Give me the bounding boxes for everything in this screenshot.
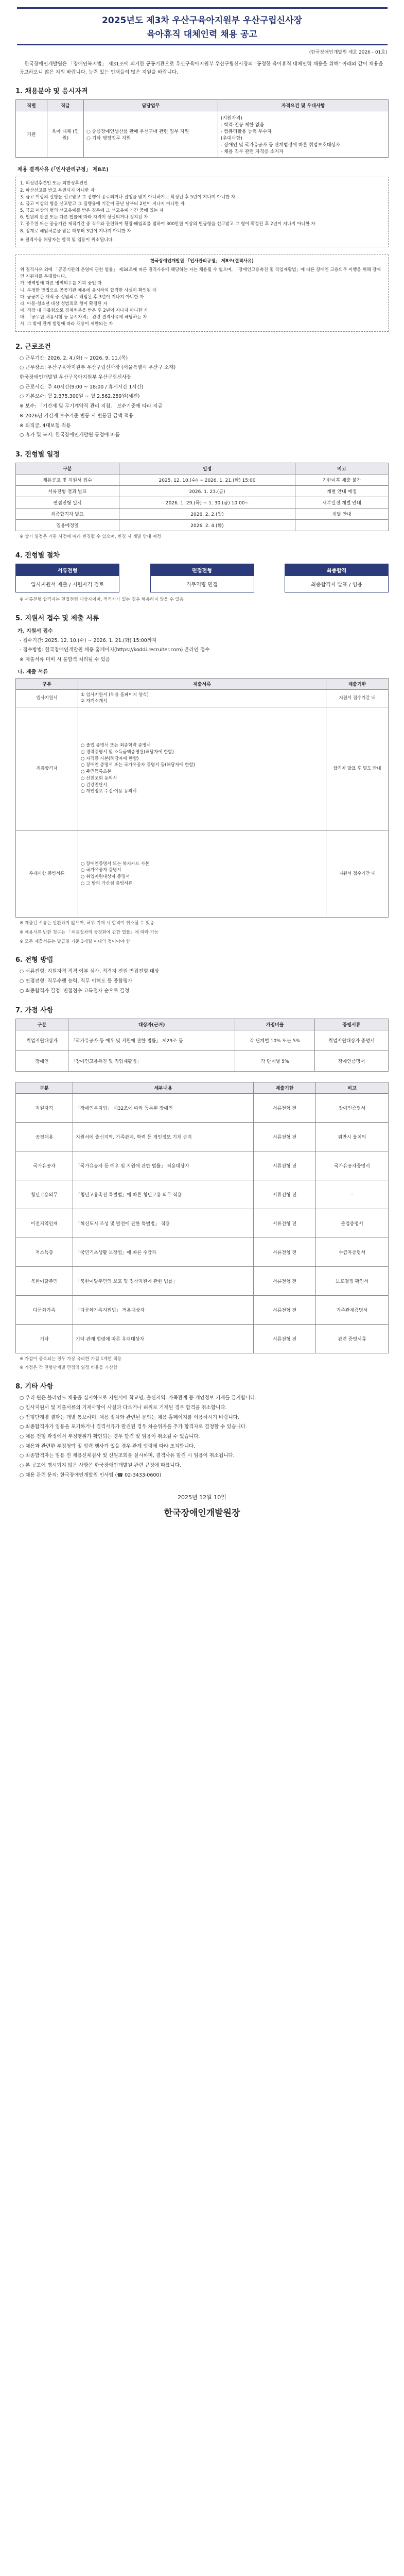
section-title: 1. 채용분야 및 응시자격 <box>15 88 88 96</box>
list-item: 3. 금고 이상의 실형을 선고받고 그 집행이 종료되거나 집행을 받지 아니하기로 확정된 후 5년이 지나지 아니한 자 <box>20 194 236 200</box>
list-item: ○ 최종합격자 결정: 면접점수 고득점자 순으로 결정 <box>20 988 130 994</box>
bullet-list <box>15 968 389 995</box>
section-procedure <box>15 550 389 603</box>
list-item: ○ 기본보수: 월 2,375,300원 ~ 월 2,562,259원(세전) <box>20 394 140 400</box>
table-row <box>16 1093 389 1122</box>
table-cell: 합격자 발표 후 별도 안내 <box>326 707 389 831</box>
list-item: ○ 채용 관련 문의: 한국장애인개발원 인사팀 (☎ 02-3433-0600) <box>20 1472 162 1478</box>
table-cell: 기관 <box>16 111 47 158</box>
table-cell: 기한이후 제출 불가 <box>295 474 389 486</box>
list-item: ○ 근무기간: 2026. 2. 4.(화) ~ 2026. 9. 11.(목) <box>20 355 128 361</box>
table-cell: 위반시 불이익 <box>316 1122 389 1151</box>
list-item: 가. 병역법에 따른 병역의무를 기피 중인 자 <box>20 281 102 286</box>
table-header: 가점비율 <box>235 1019 315 1030</box>
table-header: 구분 <box>16 463 119 474</box>
table-cell: 공정채용 <box>16 1122 73 1151</box>
list-item: 바. 「공무원 채용시험 등 응시자격」 관련 결격사유에 해당하는 자 <box>20 315 147 320</box>
note: ※ 제출된 서류는 반환하지 않으며, 허위 기재 시 합격이 취소될 수 있음 <box>20 921 154 926</box>
table-cell: 서류전형 전 <box>254 1151 316 1180</box>
table-cell: 보호결정 확인서 <box>316 1266 389 1295</box>
table-header: 비고 <box>316 1082 389 1093</box>
table-row <box>16 509 389 520</box>
table-header: 직급 <box>47 100 84 111</box>
table-cell: 개별 안내 예정 <box>295 486 389 497</box>
table-cell: 서류전형 전 <box>254 1238 316 1266</box>
step-body: 입사지원서 제출 / 지원자격 검토 <box>31 582 104 588</box>
table-header: 담당업무 <box>84 100 218 111</box>
table-cell: - <box>316 1180 389 1209</box>
list-item: ○ 채용과 관련한 부정청탁 및 압력 행사가 있을 경우 관계 법령에 따라 조치합니다. <box>20 1443 196 1449</box>
notice-number: (한국장애인개발원 제호 2026 - 01호) <box>309 50 388 55</box>
table-row <box>16 689 389 707</box>
table-cell: 취업지원대상자 증명서 <box>314 1030 388 1050</box>
table-row <box>16 497 389 509</box>
table-cell: 면접전형 일시 <box>16 497 119 509</box>
table-cell: 「장애인복지법」 제32조에 따라 등록된 장애인 <box>73 1093 254 1122</box>
table-row <box>16 831 389 918</box>
section-title: 3. 전형별 일정 <box>15 451 60 459</box>
table-cell: 「청년고용촉진 특별법」에 따른 청년고용 의무 적용 <box>73 1180 254 1209</box>
list-item: ○ 최종합격자는 임용 전 채용신체검사 및 신원조회를 실시하며, 결격사유 발견 시 임용이 취소됩니다. <box>20 1453 235 1459</box>
list-item: ○ 근로시간: 주 40시간(9:00 ~ 18:00 / 휴게시간 1시간) <box>20 384 144 390</box>
section-bonus-points <box>15 1005 389 1372</box>
bullet-list <box>15 355 389 439</box>
note: ※ 서류전형 합격자는 면접전형 대상자이며, 적격자가 없는 경우 채용하지 않을 수 있음 <box>20 597 184 602</box>
box-text: 위 결격사유 외에 「공공기관의 운영에 관한 법률」 제34조에 따른 결격사유에 해당하는 자는 채용될 수 없으며, 「장애인고용촉진 및 직업재활법」에 따른 장애인 고용의무 이행을 위해 장애인 지원자를 우대합니다. <box>20 267 381 280</box>
list-item: ※ 제출서류 미비 시 불합격 처리될 수 있음 <box>20 657 110 663</box>
note: ※ 가점은 각 전형단계별 만점의 일정 비율을 가산함 <box>20 1365 118 1371</box>
list-item: - 접수방법: 한국장애인개발원 채용 홈페이지(https://koddi.recruiter.com) 온라인 접수 <box>20 647 210 653</box>
section-working-conditions <box>15 341 389 439</box>
table-row <box>16 520 389 531</box>
table-cell: 서류전형 전 <box>254 1122 316 1151</box>
notice-date: 2025년 12월 10일 <box>178 1494 226 1501</box>
table-row <box>16 1324 389 1353</box>
step-head: 최종합격 <box>285 564 388 576</box>
table-cell: 국가유공자증명서 <box>316 1151 389 1180</box>
list-item: ※ 2026년 기간제 보수기준 변동 시 변동된 금액 적용 <box>20 413 134 419</box>
intro-paragraph: 한국장애인개발원은 「장애인복지법」 제31조에 의거한 공공기관으로 우산구육아지원부 우산구립신사장의 "공정한 육아휴직 대체인력 채용을 위해" 아래와 같이 채용을 공고하오니 많은 지원 바랍니다. 능력 있는 인재들의 많은 지원을 바랍니다. <box>19 61 383 75</box>
section-application <box>15 613 389 945</box>
table-row <box>16 1050 389 1071</box>
table-cell: 서류전형 전 <box>254 1266 316 1295</box>
procedure-step <box>15 564 119 592</box>
table-header: 비고 <box>295 463 389 474</box>
section-selection-method <box>15 954 389 995</box>
procedure-step <box>285 564 389 592</box>
table-cell: 지원서에 출신지역, 가족관계, 학력 등 개인정보 기재 금지 <box>73 1122 254 1151</box>
documents-table <box>15 678 389 918</box>
note: ※ 채용서류 반환 청구는 「채용절차의 공정화에 관한 법률」에 따라 가능 <box>20 929 159 935</box>
note: ※ 결격사유 해당자는 합격 및 임용이 취소됩니다. <box>20 237 114 243</box>
table-row <box>16 1209 389 1238</box>
preference-table <box>15 1082 389 1353</box>
list-item: 4. 금고 이상의 형을 선고받고 그 집행유예 기간이 끝난 날부터 2년이 지나지 아니한 자 <box>20 201 185 207</box>
list-item: 다. 공공기관 재직 중 성범죄로 해임된 후 3년이 지나지 아니한 자 <box>20 294 144 300</box>
bullet-list <box>15 637 389 664</box>
table-cell: 최종합격자 <box>16 707 78 831</box>
section-recruitment-field <box>15 86 389 331</box>
table-cell: 가족관계증명서 <box>316 1295 389 1324</box>
table-cell: 육아 대체 (인원) <box>47 111 84 158</box>
list-item: ○ 입사지원서 및 제출서류의 기재사항이 사실과 다르거나 허위로 기재된 경우 합격을 취소합니다. <box>20 1404 227 1411</box>
table-cell: 입사지원서 <box>16 689 78 707</box>
procedure-flow <box>15 564 389 592</box>
table-cell: 기타 관계 법령에 따른 우대대상자 <box>73 1324 254 1353</box>
table-header: 제출서류 <box>78 678 326 689</box>
section-title: 2. 근로조건 <box>15 343 51 351</box>
table-row <box>16 1180 389 1209</box>
list-item: 한국장애인개발원 우산구육아지원부 우산구립신사장 <box>20 375 132 381</box>
notice-page <box>0 7 404 1534</box>
list-item: ○ 서류전형: 지원자격 적격 여부 심사, 적격자 전원 면접전형 대상 <box>20 969 160 975</box>
table-cell: 북한이탈주민 <box>16 1266 73 1295</box>
table-header: 대상자(근거) <box>68 1019 235 1030</box>
list-item: - 접수기간: 2025. 12. 10.(수) ~ 2026. 1. 21.(화) 15:00까지 <box>20 637 157 643</box>
table-row <box>16 1266 389 1295</box>
table-row <box>16 1122 389 1151</box>
list-item: ※ 퇴직금, 4대보험 적용 <box>20 422 71 429</box>
table-cell: 우대사항 증빙서류 <box>16 831 78 918</box>
list-item: 8. 징계로 해임처분을 받은 때부터 3년이 지나지 아니한 자 <box>20 228 131 234</box>
table-cell: 각 단계별 5% <box>235 1050 315 1071</box>
table-cell: 2026. 1. 29.(목) ~ 1. 30.(금) 10:00~ <box>119 497 295 509</box>
table-cell: 국가유공자 <box>16 1151 73 1180</box>
table-cell: ① 입사지원서 (채용 홈페이지 양식) ② 자기소개서 <box>78 689 326 707</box>
table-header: 구분 <box>16 1082 73 1093</box>
step-head: 서류전형 <box>16 564 119 576</box>
schedule-table <box>15 463 389 531</box>
step-body: 직무역량 면접 <box>186 582 218 588</box>
table-row <box>16 486 389 497</box>
table-header: 세부내용 <box>73 1082 254 1093</box>
notice-title <box>17 7 388 45</box>
table-header: 일정 <box>119 463 295 474</box>
list-item: ○ 휴가 및 복지: 한국장애인개발원 규정에 따름 <box>20 432 120 438</box>
table-header: 제출기한 <box>254 1082 316 1093</box>
table-cell: 「국민기초생활 보장법」에 따른 수급자 <box>73 1238 254 1266</box>
table-cell: 기타 <box>16 1324 73 1353</box>
section-schedule <box>15 449 389 540</box>
table-cell: 서류전형 전 <box>254 1324 316 1353</box>
subsection-title: 나. 제출 서류 <box>17 669 48 675</box>
list-item: ○ 근무장소: 우산구육아지원부 우산구립신사장 (서울특별시 우산구 소재) <box>20 365 176 371</box>
table-header: 증빙서류 <box>314 1019 388 1030</box>
table-cell: 「다문화가족지원법」 적용대상자 <box>73 1295 254 1324</box>
bonus-table <box>15 1019 389 1072</box>
table-cell <box>295 520 389 531</box>
list-item: 라. 아동·청소년 대상 성범죄로 형이 확정된 자 <box>20 301 108 307</box>
table-cell: 세부일정 개별 안내 <box>295 497 389 509</box>
table-cell: 다문화가족 <box>16 1295 73 1324</box>
list-item: 1. 피성년후견인 또는 피한정후견인 <box>20 181 88 187</box>
section-title: 4. 전형별 절차 <box>15 551 60 560</box>
section-other <box>15 1381 389 1479</box>
ineligible-box <box>15 177 389 247</box>
section-title: 7. 가점 사항 <box>15 1006 54 1014</box>
table-row <box>16 1030 389 1050</box>
table-cell: 서류전형 전 <box>254 1209 316 1238</box>
table-cell: 개별 안내 <box>295 509 389 520</box>
table-cell: 장애인증명서 <box>314 1050 388 1071</box>
table-row <box>16 1151 389 1180</box>
note: ※ 모든 제출서류는 발급일 기준 3개월 이내의 것이어야 함 <box>20 939 130 944</box>
table-cell: 지원자격 <box>16 1093 73 1122</box>
list-item: 6. 법원의 판결 또는 다른 법률에 따라 자격이 상실되거나 정지된 자 <box>20 215 148 221</box>
table-cell: 임용예정일 <box>16 520 119 531</box>
table-cell: 장애인 <box>16 1050 68 1071</box>
title-line-1: 2025년도 제3차 우산구육아지원부 우산구립신사장 <box>102 15 302 26</box>
table-cell: 서류전형 전 <box>254 1093 316 1122</box>
note: ※ 상기 일정은 기관 사정에 따라 변경될 수 있으며, 변경 시 개별 안내 예정 <box>20 534 161 540</box>
table-cell: 지원서 접수기간 내 <box>326 831 389 918</box>
table-cell: 관련 증빙서류 <box>316 1324 389 1353</box>
table-cell: 각 단계별 10% 또는 5% <box>235 1030 315 1050</box>
issuing-organization: 한국장애인개발원장 <box>164 1507 240 1518</box>
list-item: 7. 공무원 또는 공공기관 재직기간 중 직무와 관련하여 횡령·배임죄를 범하여 300만원 이상의 벌금형을 선고받고 그 형이 확정된 후 2년이 지나지 아니한 자 <box>20 222 315 227</box>
table-cell: 저소득층 <box>16 1238 73 1266</box>
subsection-title: 가. 지원서 접수 <box>17 628 53 634</box>
list-item: ○ 본 공고에 명시되지 않은 사항은 한국장애인개발원 관련 규정에 따릅니다. <box>20 1463 181 1469</box>
table-cell: 2026. 2. 2.(월) <box>119 509 295 520</box>
table-cell: 「북한이탈주민의 보호 및 정착지원에 관한 법률」 <box>73 1266 254 1295</box>
list-item: ○ 전형단계별 결과는 개별 통보하며, 채용 절차와 관련된 문의는 채용 홈페이지를 이용하시기 바랍니다. <box>20 1414 239 1420</box>
section-title: 5. 지원서 접수 및 제출 서류 <box>15 614 99 622</box>
table-cell: 2025. 12. 10.(수) ~ 2026. 1. 21.(화) 15:00 <box>119 474 295 486</box>
table-cell: 지원서 접수기간 내 <box>326 689 389 707</box>
ineligible-title: 채용 결격사유 (「인사관리규정」 제8조) <box>17 167 109 173</box>
table-cell: ○ 장애인증명서 또는 복지카드 사본 ○ 국가유공자 증명서 ○ 취업지원대상자 증명서 ○ 그 밖의 가산점 증빙서류 <box>78 831 326 918</box>
list-item: 사. 그 밖에 관계 법령에 따라 채용이 제한되는 자 <box>20 321 113 327</box>
table-cell: 수급자증명서 <box>316 1238 389 1266</box>
list-item: ○ 면접전형: 직무수행 능력, 직무 이해도 등 종합평가 <box>20 978 133 985</box>
table-row <box>16 1295 389 1324</box>
list-item: 마. 직장 내 괴롭힘으로 징계처분을 받은 후 2년이 지나지 아니한 자 <box>20 308 148 314</box>
list-item: ○ 우리 원은 블라인드 채용을 실시하므로 지원서에 학교명, 출신지역, 가족관계 등 개인정보 기재를 금지합니다. <box>20 1395 257 1401</box>
table-cell: 취업지원대상자 <box>16 1030 68 1050</box>
list-item: 5. 금고 이상의 형의 선고유예를 받은 경우에 그 선고유예 기간 중에 있는 자 <box>20 208 164 214</box>
ineligible-box-2 <box>15 255 389 332</box>
table-cell: 이전지역인재 <box>16 1209 73 1238</box>
table-cell: 2026. 2. 4.(화) <box>119 520 295 531</box>
note: ※ 가점이 중복되는 경우 가장 유리한 가점 1개만 적용 <box>20 1356 122 1362</box>
table-cell: 서류전형 전 <box>254 1295 316 1324</box>
table-header: 직렬 <box>16 100 47 111</box>
list-item: ○ 최종합격자가 임용을 포기하거나 결격사유가 발견된 경우 차순위자를 추가 합격자로 결정할 수 있습니다. <box>20 1424 248 1430</box>
table-cell: 졸업증명서 <box>316 1209 389 1238</box>
table-header: 제출기한 <box>326 678 389 689</box>
box-title: 한국장애인개발원 「인사관리규정」 제8조(결격사유) <box>150 258 254 264</box>
table-header: 자격요건 및 우대사항 <box>218 100 389 111</box>
table-cell: 「장애인고용촉진 및 직업재활법」 <box>68 1050 235 1071</box>
table-header: 구분 <box>16 1019 68 1030</box>
table-cell: 「국가유공자 등 예우 및 지원에 관한 법률」 적용대상자 <box>73 1151 254 1180</box>
table-cell: 채용공고 및 지원서 접수 <box>16 474 119 486</box>
step-body: 최종합격자 발표 / 임용 <box>311 582 362 588</box>
title-line-2: 육아휴직 대체인력 채용 공고 <box>147 29 257 40</box>
section-title: 6. 전형 방법 <box>15 956 54 964</box>
recruitment-table <box>15 99 389 158</box>
table-cell: ○ 중증장애인생산품 판매 우선구매 관련 업무 지원 ○ 기타 행정업무 지원 <box>84 111 218 158</box>
table-row <box>16 707 389 831</box>
table-cell: 장애인증명서 <box>316 1093 389 1122</box>
list-item: 나. 부정한 방법으로 공공기관 채용에 응시하여 합격한 사실이 확인된 자 <box>20 287 157 293</box>
procedure-step <box>150 564 254 592</box>
list-item: ※ 보수: 「기간제 및 무기계약직 관리 지침」 보수기준에 따라 지급 <box>20 403 163 410</box>
bullet-list <box>15 1395 389 1479</box>
table-cell: 2026. 1. 23.(금) <box>119 486 295 497</box>
list-item: 2. 파산선고를 받고 복권되지 아니한 자 <box>20 188 95 193</box>
table-cell: (지원자격) - 학력·전공 제한 없음 - 컴퓨터활용 능력 우수자 (우대사항) - 장애인 및 국가유공자 등 관계법령에 따른 취업보호대상자 - 채용 직무 관련 자격증 소지자 <box>218 111 389 158</box>
table-row <box>16 474 389 486</box>
table-header: 구분 <box>16 678 78 689</box>
table-cell: 「국가유공자 등 예우 및 지원에 관한 법률」 제29조 등 <box>68 1030 235 1050</box>
table-cell: ○ 졸업 증명서 또는 최종학력 증명서 ○ 경력증명서 및 소득금액증명원(해당자에 한함) ○ 자격증 사본(해당자에 한함) ○ 장애인 증명서 또는 국가유공자 증명서 등(해당자에 한함) ○ 주민등록초본 ○ 신원조회 동의서 ○ 건강진단서 ○ 개인정보 수집·이용 동의서 <box>78 707 326 831</box>
table-cell: 최종합격자 발표 <box>16 509 119 520</box>
table-cell: 청년고용의무 <box>16 1180 73 1209</box>
step-head: 면접전형 <box>151 564 254 576</box>
table-cell: 서류전형 결과 발표 <box>16 486 119 497</box>
table-cell: 서류전형 전 <box>254 1180 316 1209</box>
list-item: ○ 채용 전형 과정에서 부정행위가 확인되는 경우 합격 및 임용이 취소될 수 있습니다. <box>20 1434 200 1440</box>
table-row <box>16 1238 389 1266</box>
section-title: 8. 기타 사항 <box>15 1383 54 1391</box>
table-cell: 「혁신도시 조성 및 발전에 관한 특별법」 적용 <box>73 1209 254 1238</box>
